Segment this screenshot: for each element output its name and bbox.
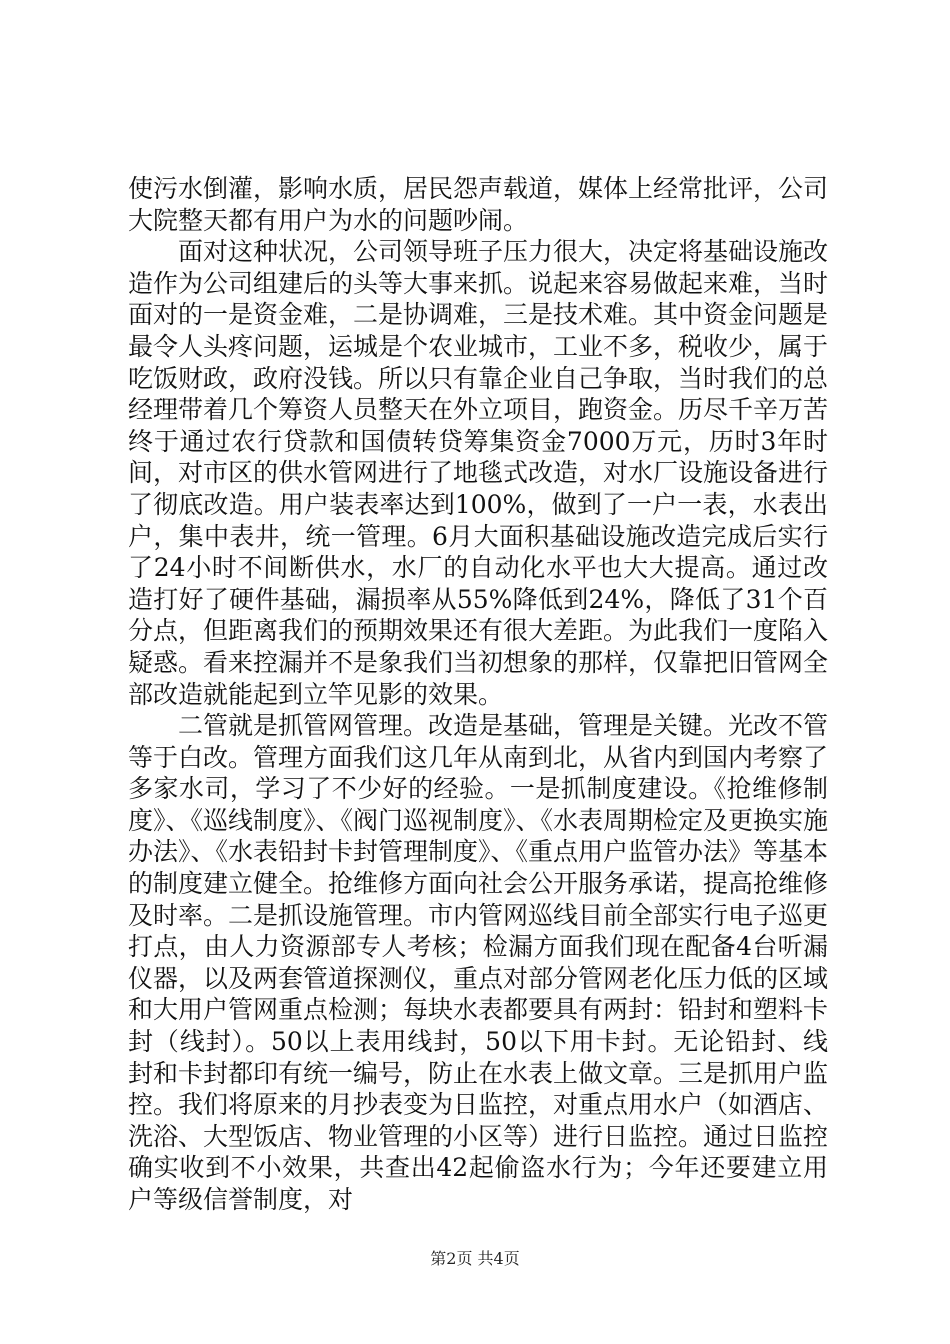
paragraph-network-management: 二管就是抓管网管理。改造是基础，管理是关键。光改不管等于白改。管理方面我们这几年从南到北，从省内到国内考察了多家水司，学习了不少好的经验。一是抓制度建设。《抢维修制度》、《巡线制度》、《阀门巡视制度》、《水表周期检定及更换实施办法》、《水表铅封卡封管理制度》、《重点用户监管办法》等基本的制度建立健全。抢维修方面向社会公开服务承诺，提高抢维修及时率。二是抓设施管理。市内管网巡线目前全部实行电子巡更打点，由人力资源部专人考核；检漏方面我们现在配备4台听漏仪器，以及两套管道探测仪，重点对部分管网老化压力低的区域和大用户管网重点检测；每块水表都要具有两封：铅封和塑料卡封（线封）。50以上表用线封，50以下用卡封。无论铅封、线封和卡封都印有统一编号，防止在水表上做文章。三是抓用户监控。我们将原来的月抄表变为日监控，对重点用水户（如酒店、洗浴、大型饭店、物业管理的小区等）进行日监控。通过日监控确实收到不小效果，共查出42起偷盗水行为；今年还要建立用户等级信誉制度，对: [128, 711, 829, 1214]
paragraph-infrastructure: 面对这种状况，公司领导班子压力很大，决定将基础设施改造作为公司组建后的头等大事来抓。说起来容易做起来难，当时面对的一是资金难，二是协调难，三是技术难。其中资金问题是最令人头疼问题，运城是个农业城市，工业不多，税收少，属于吃饭财政，政府没钱。所以只有靠企业自己争取，当时我们的总经理带着几个筹资人员整天在外立项目，跑资金。历尽千辛万苦终于通过农行贷款和国债转贷筹集资金7000万元，历时3年时间，对市区的供水管网进行了地毯式改造，对水厂设施设备进行了彻底改造。用户装表率达到100%，做到了一户一表，水表出户，集中表井，统一管理。6月大面积基础设施改造完成后实行了24小时不间断供水，水厂的自动化水平也大大提高。通过改造打好了硬件基础，漏损率从55%降低到24%，降低了31个百分点，但距离我们的预期效果还有很大差距。为此我们一度陷入疑惑。看来控漏并不是象我们当初想象的那样，仅靠把旧管网全部改造就能起到立竿见影的效果。: [128, 237, 829, 709]
paragraph-continuation: 使污水倒灌，影响水质，居民怨声载道，媒体上经常批评，公司大院整天都有用户为水的问题吵闹。: [128, 174, 829, 235]
document-body: [128, 173, 828, 1216]
page-footer: 第2页 共4页: [430, 1249, 520, 1268]
